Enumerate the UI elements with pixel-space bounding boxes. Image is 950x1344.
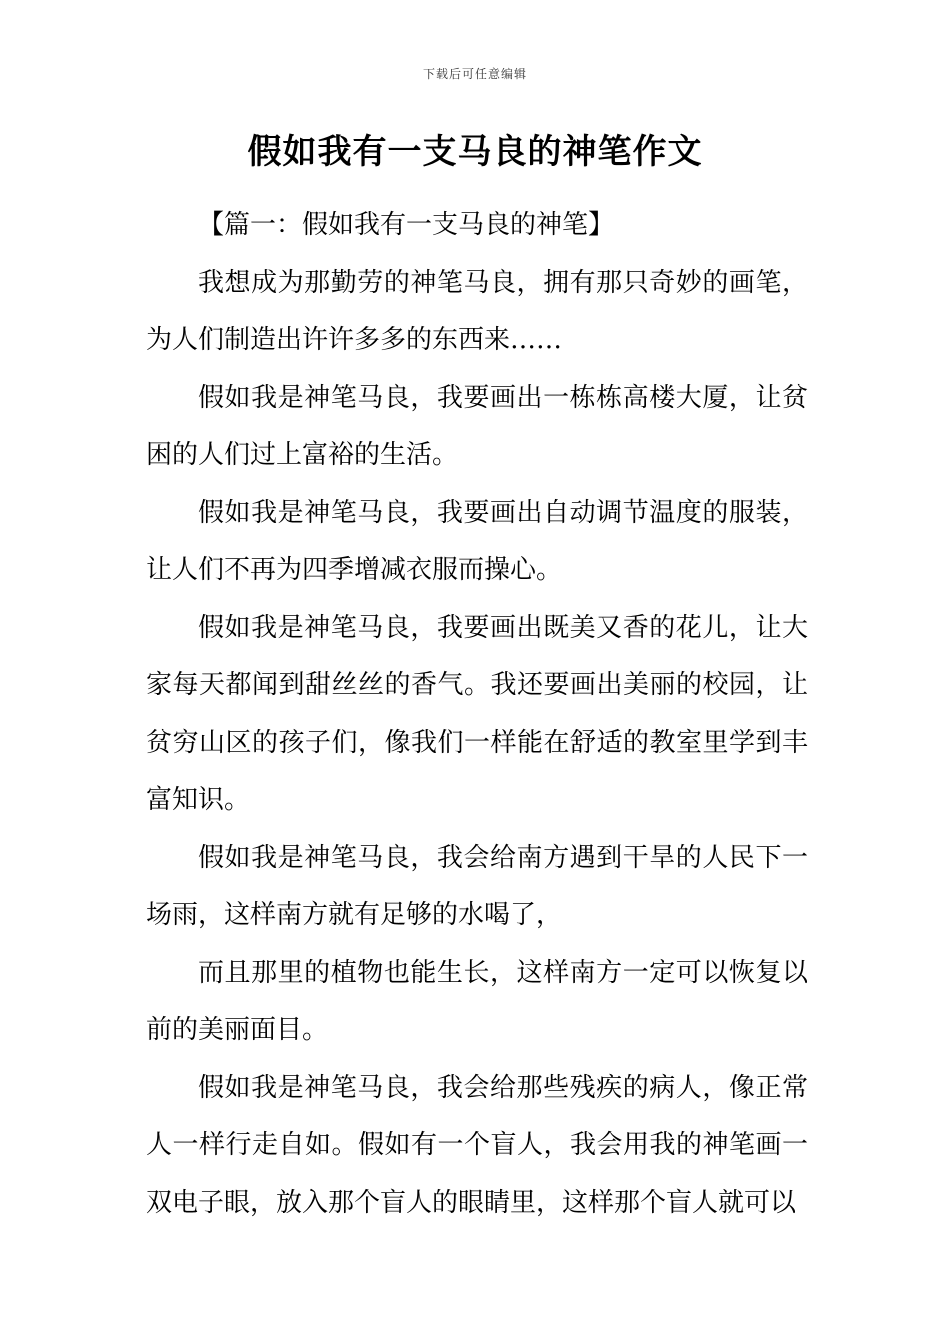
paragraph: 我想成为那勤劳的神笔马良，拥有那只奇妙的画笔，为人们制造出许许多多的东西来…… (146, 267, 808, 355)
paragraph: 假如我是神笔马良，我要画出自动调节温度的服装，让人们不再为四季增减衣服而操心。 (146, 497, 808, 585)
section-heading: 【篇一：假如我有一支马良的神笔】 (198, 210, 615, 240)
document-title: 假如我有一支马良的神笔作文 (247, 132, 703, 172)
paragraph: 而且那里的植物也能生长，这样南方一定可以恢复以前的美丽面目。 (146, 957, 808, 1045)
header-note: 下载后可任意编辑 (422, 67, 527, 81)
document-body (146, 197, 808, 1232)
paragraph: 假如我是神笔马良，我要画出一栋栋高楼大厦，让贫困的人们过上富裕的生活。 (146, 382, 808, 470)
paragraph: 假如我是神笔马良，我要画出既美又香的花儿，让大家每天都闻到甜丝丝的香气。我还要画出美丽的校园，让贫穷山区的孩子们，像我们一样能在舒适的教室里学到丰富知识。 (146, 612, 808, 815)
paragraph: 假如我是神笔马良，我会给那些残疾的病人，像正常人一样行走自如。假如有一个盲人，我会用我的神笔画一双电子眼，放入那个盲人的眼睛里，这样那个盲人就可以 (146, 1072, 808, 1218)
paragraph: 假如我是神笔马良，我会给南方遇到干旱的人民下一场雨，这样南方就有足够的水喝了， (146, 842, 808, 930)
